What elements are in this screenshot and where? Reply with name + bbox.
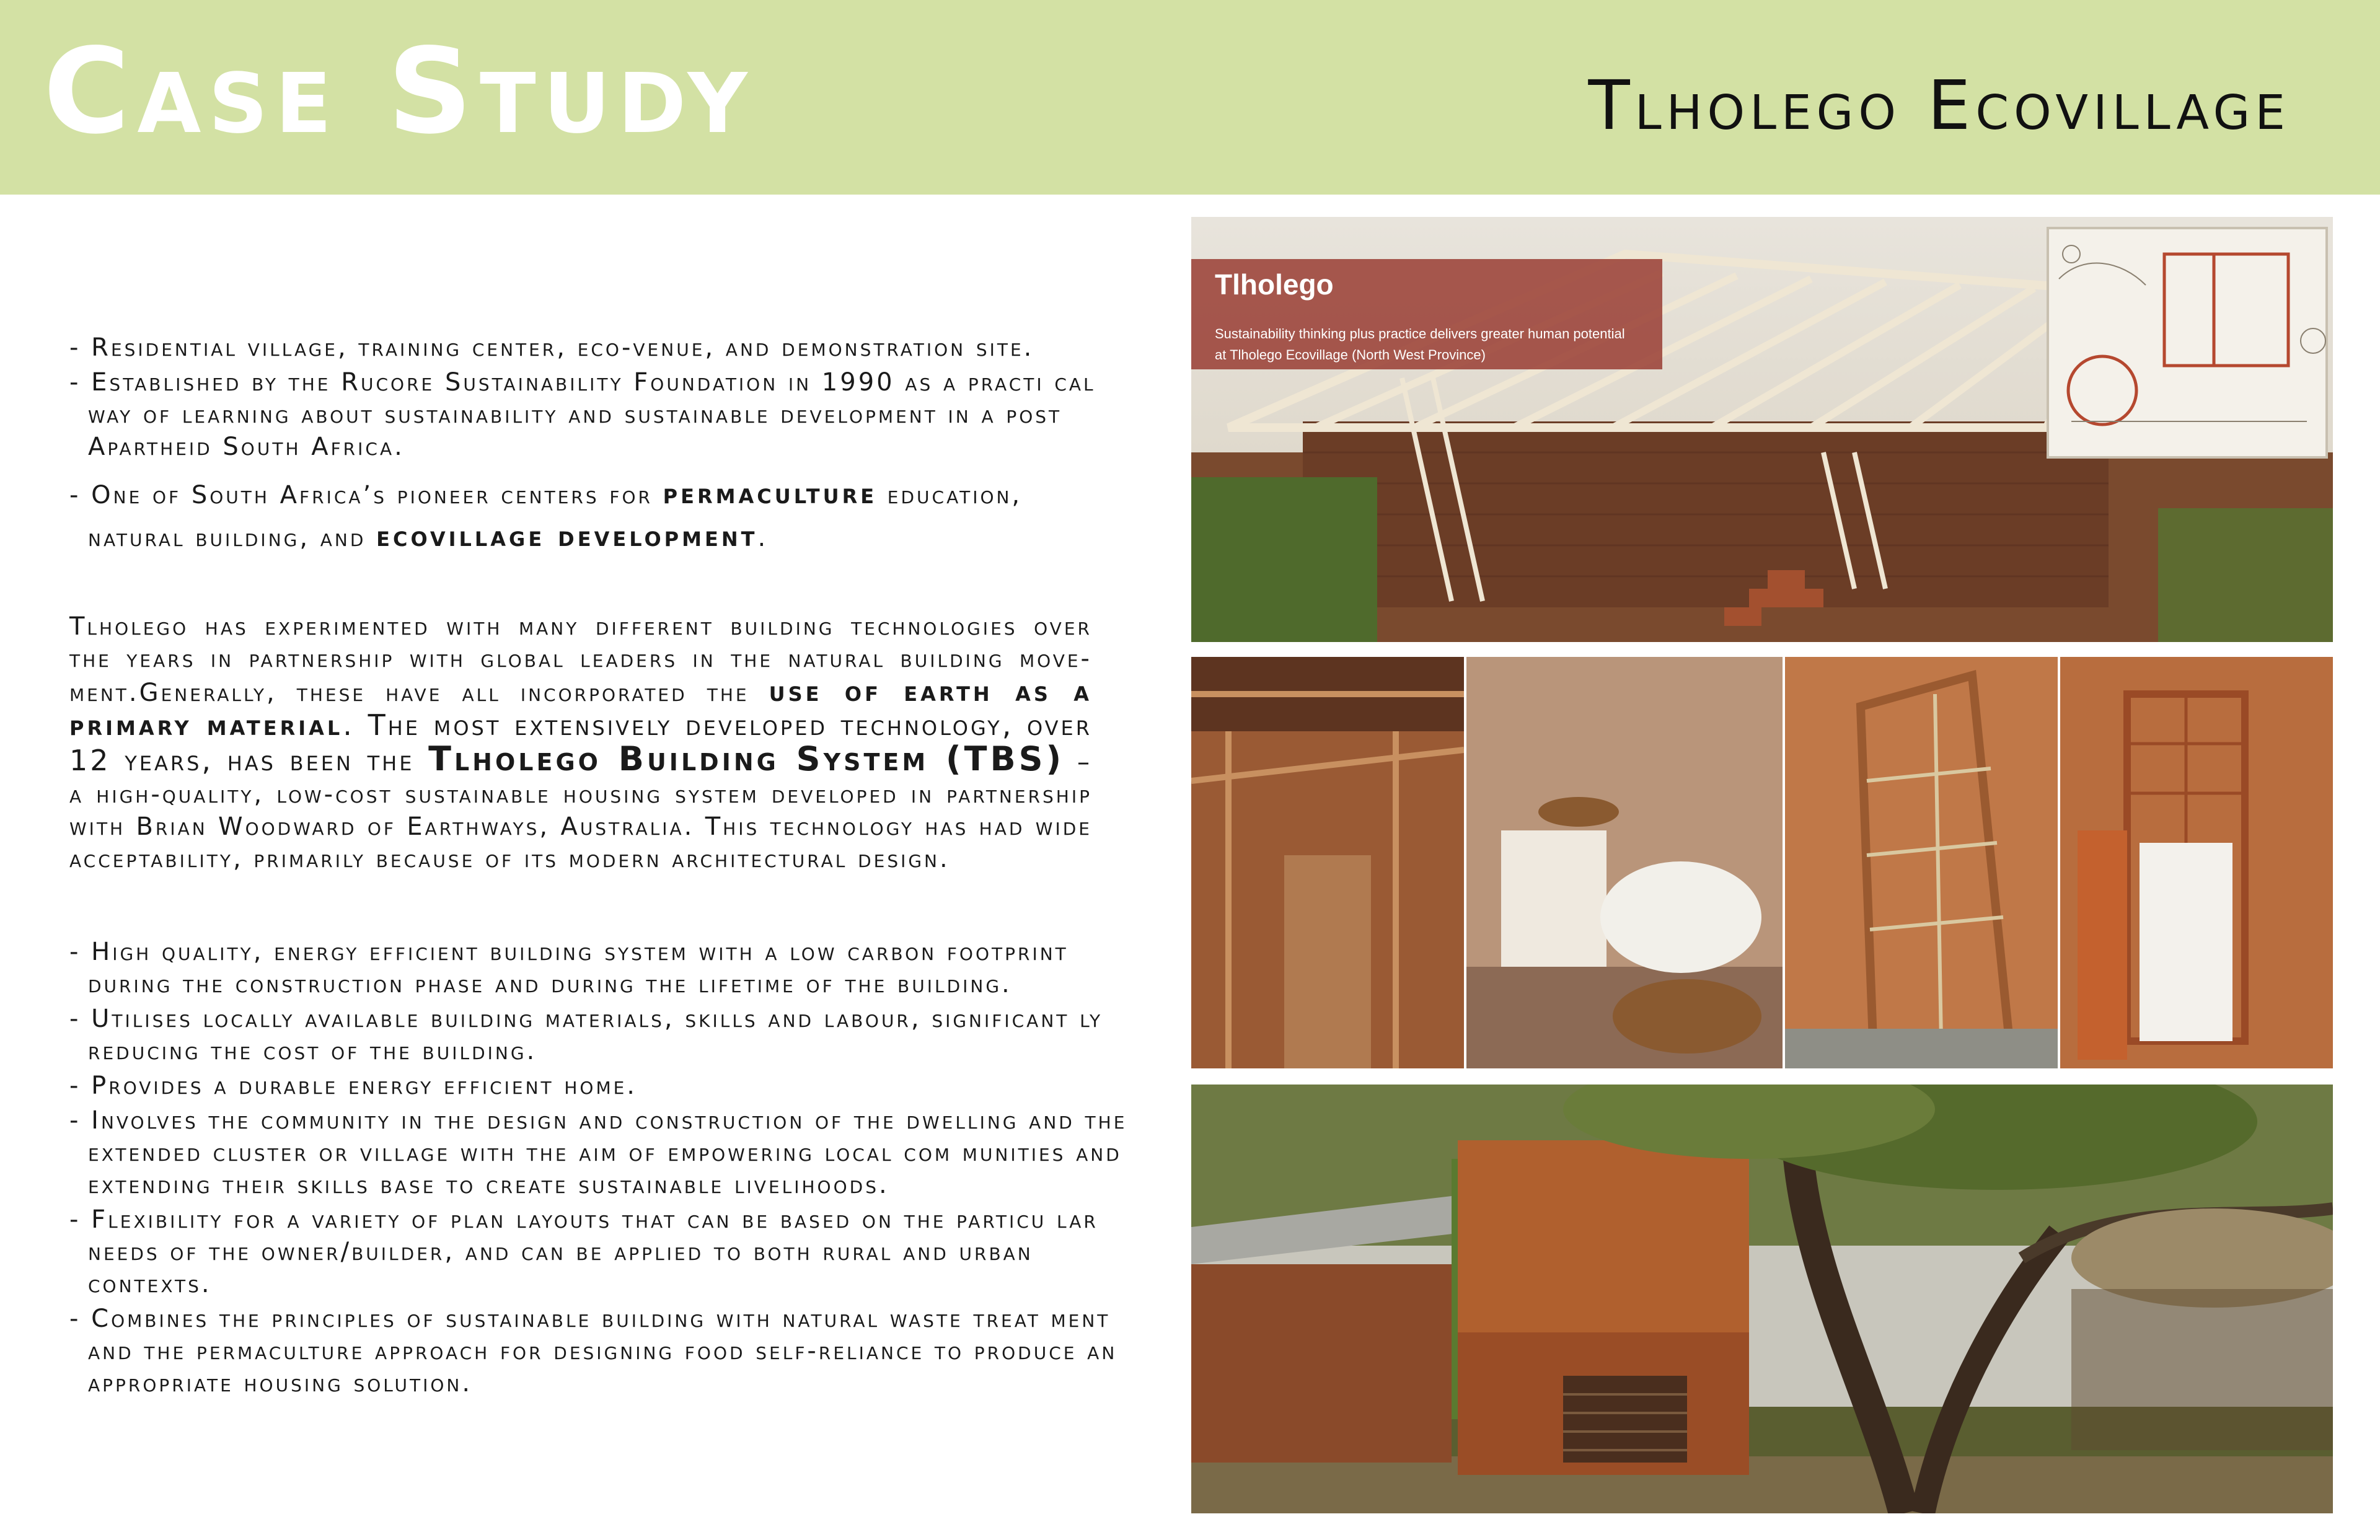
benefit-bullet: - Involves the community in the design and construction of the dwelling and the extended cluster or village with the aim of empowering local com munities and extending their skills base to create sustainable livelihoods. xyxy=(69,1106,1127,1199)
page-subtitle: Tlholego Ecovillage xyxy=(1588,66,2290,145)
benefit-bullet: - Combines the principles of sustainable building with natural waste treat ment and the permaculture approach for designing food self-reliance to produce an appropriate housing solution. xyxy=(69,1305,1117,1397)
header-banner xyxy=(0,0,2380,195)
tbs-paragraph-text-1: Tlholego has experimented with many different building technologies over the years in partnership with global leaders in the natural building move- ment.Generally, these have all incorporated the xyxy=(69,612,1092,707)
overlay-caption: Sustainability thinking plus practice delivers greater human potential at Tlholego Ecovillage (North West Province) xyxy=(1215,326,1625,363)
intro-bullet-3-text-a: - One of South Africa’s pioneer centers for xyxy=(69,481,663,509)
intro-bullet-2: - Established by the Rucore Sustainability Foundation in 1990 as a practi cal way of learning about sustainability and sustainable development in a post Apartheid South Africa. xyxy=(69,368,1096,461)
benefit-bullet: - Utilises locally available building materials, skills and labour, significant ly reducing the cost of the building. xyxy=(69,1005,1103,1065)
intro-section xyxy=(69,332,1123,561)
interior-photos-strip xyxy=(1191,657,2333,1068)
benefits-section xyxy=(69,936,1135,1402)
overlay-title: Tlholego xyxy=(1215,268,1334,301)
intro-bullet-3 xyxy=(69,473,1123,558)
benefit-bullet: - Provides a durable energy efficient home. xyxy=(69,1071,638,1100)
tbs-paragraph-section xyxy=(69,610,1092,875)
exterior-photo xyxy=(1191,1085,2333,1513)
tbs-paragraph-text-3: – a high-quality, low-cost sustainable housing system developed in partnership with Brian Woodward of Earthways, Australia. This technology has had wide acceptability, primarily because of its modern architectural design. xyxy=(69,748,1093,873)
construction-photo xyxy=(1191,217,2333,642)
tbs-paragraph-text-2: . The most extensively developed technology, over 12 years, has been the xyxy=(69,708,1093,777)
page-title: Case Study xyxy=(43,23,755,160)
tbs-highlight: Tlholego Building System (TBS) xyxy=(428,739,1065,778)
interior-photos-image xyxy=(1191,657,2333,1068)
intro-bullet-3-text-b: education, natural building, and xyxy=(88,481,1023,552)
intro-bullet-1: - Residential village, training center, eco-venue, and demonstration site. xyxy=(69,333,1034,362)
benefit-bullet: - High quality, energy efficient building system with a low carbon footprint during the construction phase and during the lifetime of the building. xyxy=(69,938,1069,998)
earth-material-highlight: use of earth as a primary material xyxy=(69,674,1092,742)
ecovillage-highlight: ecovillage development xyxy=(376,519,758,553)
intro-bullet-3-text-c: . xyxy=(757,524,769,552)
tbs-paragraph xyxy=(69,610,1092,875)
exterior-photo-image xyxy=(1191,1085,2333,1513)
benefit-bullet: - Flexibility for a variety of plan layouts that can be based on the particu lar needs of the owner/builder, and can be applied to both rural and urban contexts. xyxy=(69,1205,1098,1298)
permaculture-highlight: permaculture xyxy=(663,477,878,510)
